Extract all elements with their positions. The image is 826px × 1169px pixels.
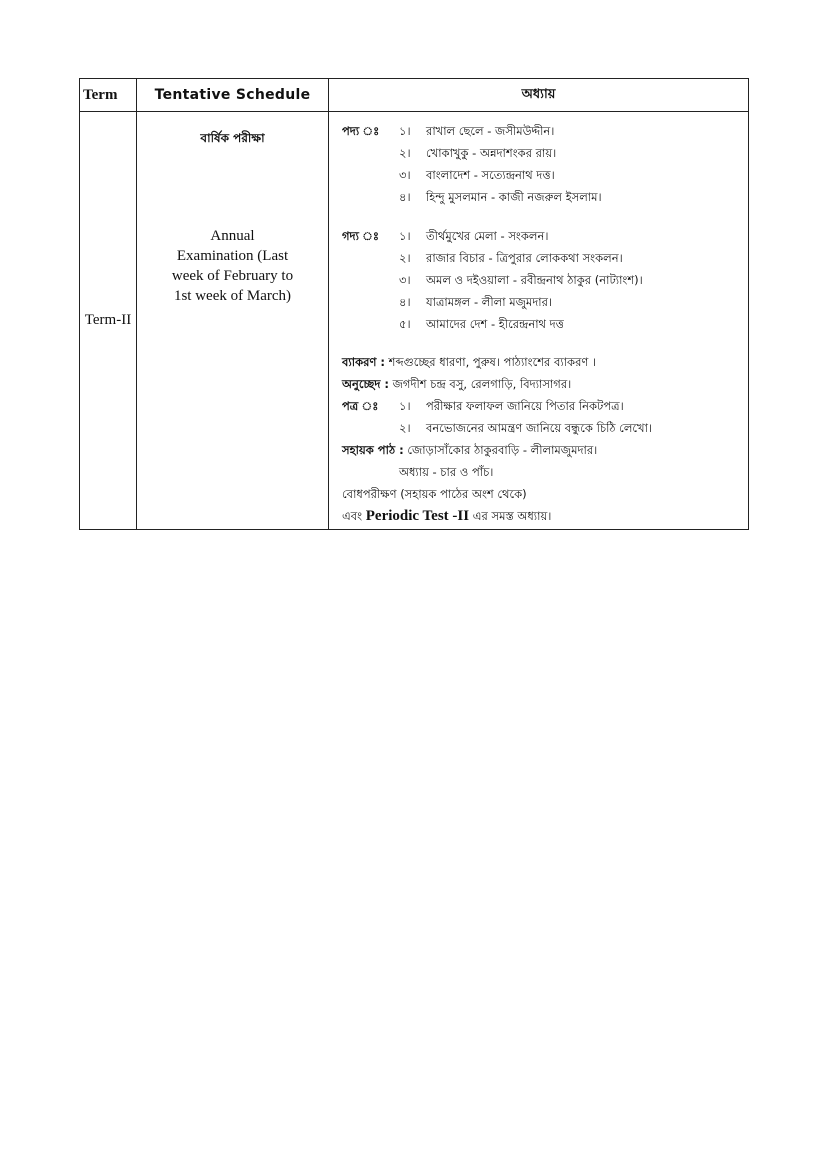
- paragraph-line: [342, 373, 744, 395]
- prose-item: [342, 225, 744, 247]
- item-text: পরীক্ষার ফলাফল জানিয়ে পিতার নিকটপত্র।: [426, 399, 624, 413]
- comprehension-line: বোধপরীক্ষণ (সহায়ক পাঠের অংশ থেকে): [342, 487, 527, 501]
- prose-label: গদ্য ঃ: [342, 229, 379, 243]
- supplementary-line: [342, 439, 744, 461]
- item-text: রাজার বিচার - ত্রিপুরার লোককথা সংকলন।: [426, 251, 623, 265]
- grammar-text: শব্দগুচ্ছের ধারণা, পুরুষ। পাঠ্যাংশের ব্যাকরণ ।: [388, 355, 597, 369]
- header-schedule: Tentative Schedule: [137, 79, 329, 112]
- item-text: রাখাল ছেলে - জসীমউদ্দীন।: [426, 124, 555, 138]
- final-line: [342, 505, 744, 527]
- periodic-test-label: Periodic Test -II: [365, 508, 470, 524]
- item-text: হিন্দু মুসলমান - কাজী নজরুল ইসলাম।: [426, 190, 602, 204]
- paragraph-text: জগদীশ চন্দ্র বসু, রেলগাড়ি, বিদ্যাসাগর।: [392, 377, 572, 391]
- annual-line: 1st week of March): [173, 288, 292, 304]
- paragraph-label: অনুচ্ছেদ :: [342, 377, 389, 391]
- item-text: তীর্থমুখের মেলা - সংকলন।: [426, 229, 549, 243]
- item-number: ১।: [399, 399, 411, 413]
- grammar-label: ব্যাকরণ :: [342, 355, 385, 369]
- item-number: ২।: [399, 421, 411, 435]
- final-suffix: এর সমস্ত অধ্যায়।: [472, 509, 552, 523]
- grammar-line: [342, 351, 744, 373]
- annual-line: week of February to: [171, 268, 294, 284]
- supplementary-label: সহায়ক পাঠ :: [342, 443, 404, 457]
- item-number: ৫।: [399, 317, 411, 331]
- poetry-item: [342, 142, 744, 164]
- letter-item: [342, 395, 744, 417]
- poetry-item: [342, 164, 744, 186]
- item-number: ৩।: [399, 168, 411, 182]
- letter-item: [342, 417, 744, 439]
- supplementary-sub: অধ্যায় - চার ও পাঁচ।: [399, 465, 494, 479]
- prose-item: [342, 313, 744, 335]
- item-text: খোকাখুকু - অন্নদাশংকর রায়।: [426, 146, 557, 160]
- header-row: [80, 79, 749, 112]
- item-number: ১।: [399, 124, 411, 138]
- item-text: অমল ও দইওয়ালা - রবীন্দ্রনাথ ঠাকুর (নাট্যাংশ)।: [426, 273, 643, 287]
- final-prefix: এবং: [342, 509, 363, 523]
- annual-exam-text: [155, 226, 310, 306]
- poetry-item: [342, 186, 744, 208]
- annual-exam-bengali: বার্ষিক পরীক্ষা: [200, 131, 265, 145]
- item-number: ২।: [399, 146, 411, 160]
- chapter-list: [342, 120, 744, 527]
- item-text: আমাদের দেশ - হীরেন্দ্রনাথ দত্ত: [426, 317, 564, 331]
- chapter-cell: [329, 112, 749, 530]
- item-text: যাত্রামঙ্গল - লীলা মজুমদার।: [426, 295, 553, 309]
- supplementary-sub-line: [342, 461, 744, 483]
- item-text: বনভোজনের আমন্ত্রণ জানিয়ে বন্ধুকে চিঠি লেখো।: [426, 421, 653, 435]
- prose-item: [342, 291, 744, 313]
- syllabus-table: [79, 78, 749, 530]
- item-number: ১।: [399, 229, 411, 243]
- header-chapter: অধ্যায়: [329, 79, 749, 112]
- schedule-cell: [137, 112, 329, 530]
- annual-line: Annual: [210, 228, 255, 244]
- supplementary-text: জোড়াসাঁকোর ঠাকুরবাড়ি - লীলামজুমদার।: [407, 443, 598, 457]
- poetry-label: পদ্য ঃ: [342, 124, 380, 138]
- term-cell: Term-II: [80, 112, 137, 530]
- annual-line: Examination (Last: [176, 248, 289, 264]
- item-number: ৪।: [399, 190, 411, 204]
- prose-item: [342, 247, 744, 269]
- item-number: ৪।: [399, 295, 411, 309]
- header-term: Term: [80, 79, 137, 112]
- poetry-item: [342, 120, 744, 142]
- item-number: ২।: [399, 251, 411, 265]
- letter-label: পত্র ঃ: [342, 399, 379, 413]
- term-row: [80, 112, 749, 530]
- item-text: বাংলাদেশ - সত্যেন্দ্রনাথ দত্ত।: [426, 168, 555, 182]
- prose-item: [342, 269, 744, 291]
- item-number: ৩।: [399, 273, 411, 287]
